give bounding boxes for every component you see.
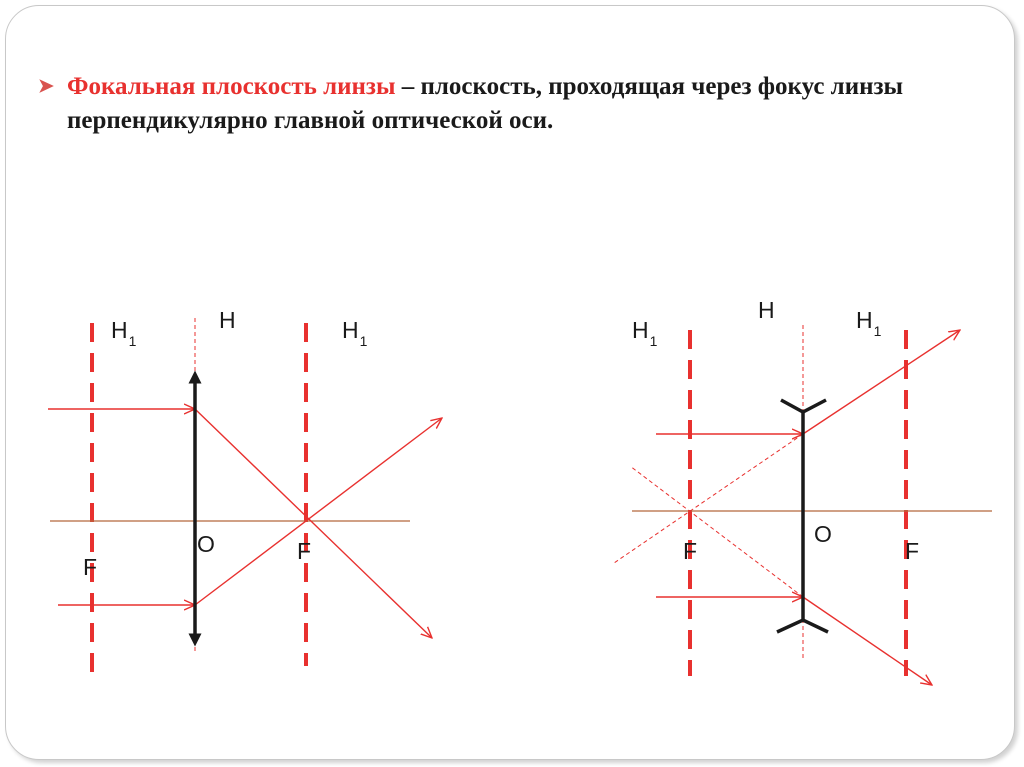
label-h: H [219, 307, 236, 333]
label-h1-left: $H_1$ [111, 317, 137, 349]
label-o: O [197, 531, 215, 557]
refracted-ray-top [195, 409, 432, 638]
label-h1-right: $H_1$ [342, 317, 368, 349]
converging-lens-diagram [48, 307, 442, 676]
definition-term: Фокальная плоскость линзы [67, 73, 396, 100]
label-f-left: F [83, 554, 98, 580]
label-f-right: F [905, 538, 920, 564]
label-h1-right: $H_1$ [856, 307, 882, 339]
label-h1-left: $H_1$ [632, 317, 658, 349]
label-h: H [758, 297, 775, 323]
label-o: O [814, 521, 832, 547]
label-f-left: F [683, 538, 698, 564]
diverged-ray-top [803, 330, 960, 434]
diverging-lens-diagram [614, 297, 992, 685]
virtual-extension-bottom [630, 466, 803, 597]
virtual-extension-top [614, 434, 803, 563]
label-f-right: F [297, 538, 312, 564]
diverged-ray-bottom [803, 597, 932, 685]
bullet-arrow-icon: ➤ [38, 76, 54, 97]
refracted-ray-bottom [195, 418, 442, 605]
definition-body: – плоскость, проходящая через фокус линзы перпендикулярно главной оптической оси. [67, 73, 904, 134]
